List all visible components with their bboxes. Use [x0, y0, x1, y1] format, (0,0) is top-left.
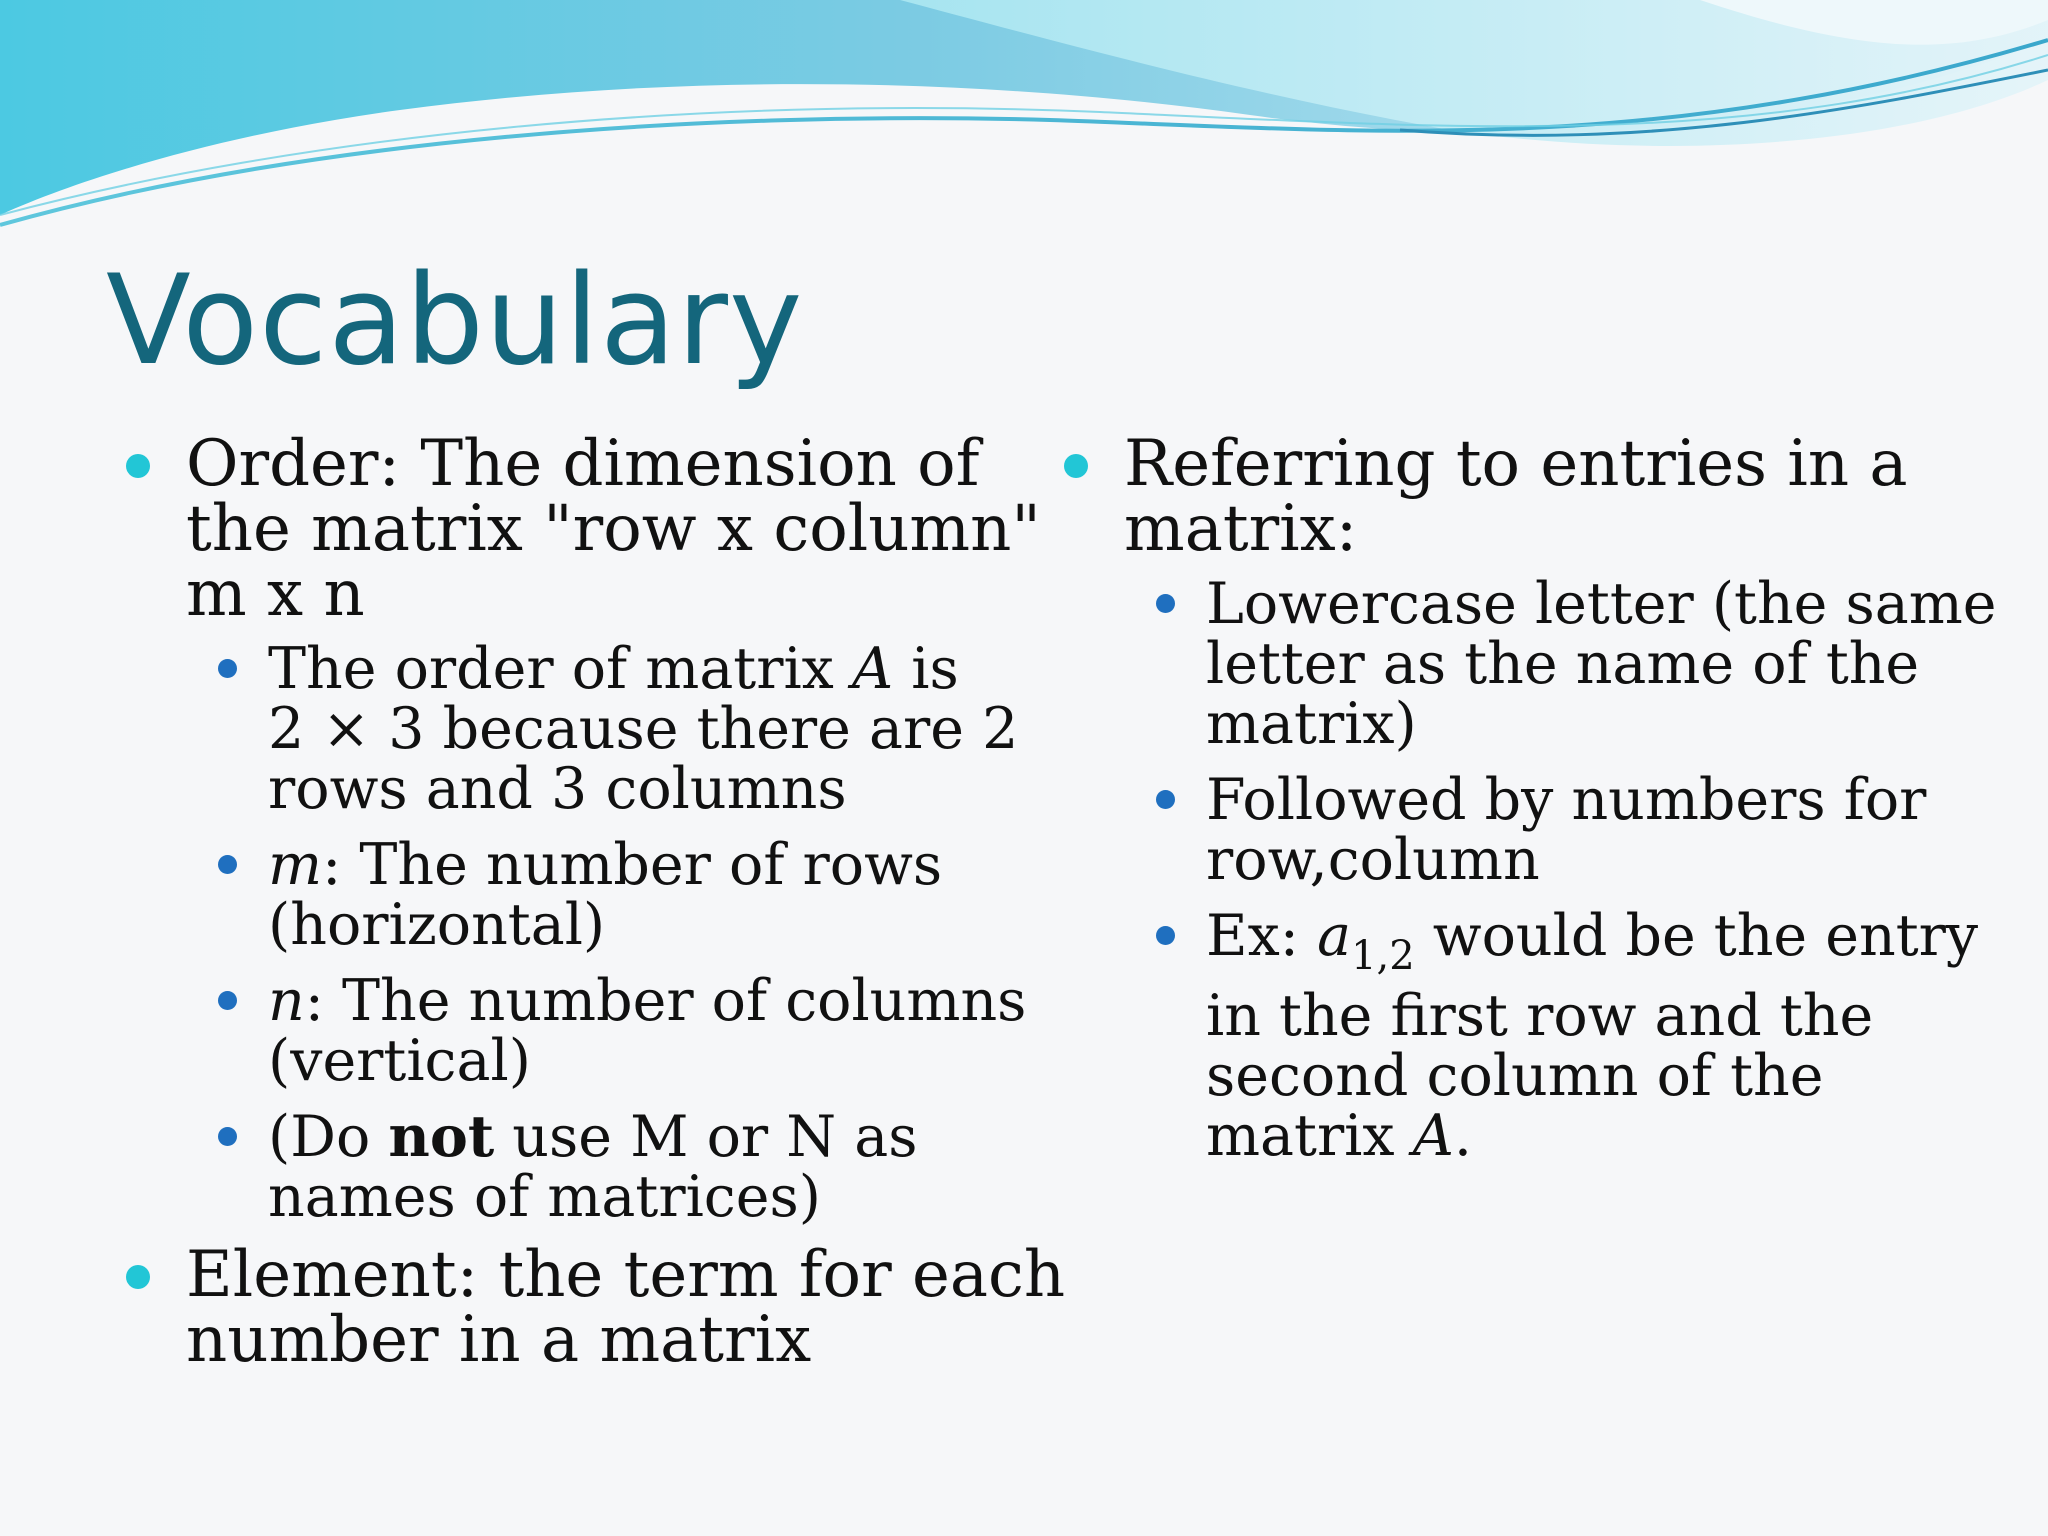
var-a: A [851, 636, 894, 702]
lowercase-line-3: matrix) [1206, 691, 1417, 757]
lowercase-line-1: Lowercase letter (the same [1206, 571, 1997, 637]
subbullet-followed-by-numbers [1064, 767, 1984, 893]
example-line-2: in the first row and the [1206, 983, 1874, 1049]
bullet-dot-icon [1064, 454, 1088, 478]
m-line-1: m: The number of rows [268, 832, 943, 898]
var-a-lower: a [1317, 903, 1352, 969]
emphasis-not: not [388, 1103, 495, 1170]
slide-title: Vocabulary [106, 249, 804, 393]
subbullet-dot-icon [1156, 926, 1175, 945]
subbullet-lowercase-letter [1064, 571, 1997, 757]
referring-subitems [1064, 571, 1997, 1169]
do-not-line-1: (Do not use M or N as [268, 1103, 918, 1170]
right-column [1064, 427, 1997, 1182]
lowercase-line-2: letter as the name of the [1206, 631, 1920, 697]
bullet-order [126, 427, 1041, 631]
bullet-dot-icon [126, 454, 150, 478]
subbullet-order-of-matrix-a [126, 636, 1019, 822]
example-line-1: Ex: $a_{1,2}$ would be the entry [1206, 903, 1979, 979]
header-wave-decoration [0, 0, 2048, 240]
order-line-1: Order: The dimension of [186, 427, 980, 501]
order-a-line-3: rows and 3 columns [268, 756, 847, 822]
order-a-line-2: 2 × 3 because there are 2 [268, 696, 1019, 762]
referring-line-1: Referring to entries in a [1124, 427, 1908, 501]
example-line-3: second column of the [1206, 1043, 1824, 1109]
left-column [126, 427, 1066, 1381]
var-n: n [268, 968, 305, 1034]
subbullet-do-not-use [126, 1103, 1006, 1230]
bullet-dot-icon [126, 1265, 150, 1289]
example-line-4: matrix A. [1206, 1103, 1472, 1169]
element-line-1: Element: the term for each [186, 1238, 1066, 1312]
subbullet-dot-icon [218, 659, 237, 678]
order-a-line-1: The order of matrix A is [268, 636, 959, 702]
referring-line-2: matrix: [1124, 492, 1358, 566]
followed-line-2: row,column [1206, 827, 1540, 893]
followed-line-1: Followed by numbers for [1206, 767, 1927, 833]
m-line-2: (horizontal) [268, 892, 606, 958]
n-line-2: (vertical) [268, 1028, 531, 1094]
var-a-upper: A [1412, 1103, 1454, 1169]
subscript-1-2: 1,2 [1351, 933, 1415, 979]
bullet-referring-entries [1064, 427, 1984, 566]
bullet-element [126, 1238, 1066, 1377]
subbullet-m-rows [126, 832, 1006, 958]
element-line-2: number in a matrix [186, 1303, 812, 1377]
n-line-1: n: The number of columns [268, 968, 1027, 1034]
order-line-2: the matrix "row x column" [186, 492, 1041, 566]
var-m: m [268, 832, 323, 898]
subbullet-dot-icon [218, 855, 237, 874]
subbullet-dot-icon [1156, 594, 1175, 613]
order-line-3: m x n [186, 557, 365, 631]
do-not-line-2: names of matrices) [268, 1164, 821, 1230]
order-subitems [126, 636, 1027, 1230]
subbullet-example [1064, 903, 1984, 1169]
subbullet-dot-icon [218, 1127, 237, 1146]
subbullet-dot-icon [1156, 790, 1175, 809]
subbullet-n-columns [126, 968, 1027, 1094]
subbullet-dot-icon [218, 991, 237, 1010]
